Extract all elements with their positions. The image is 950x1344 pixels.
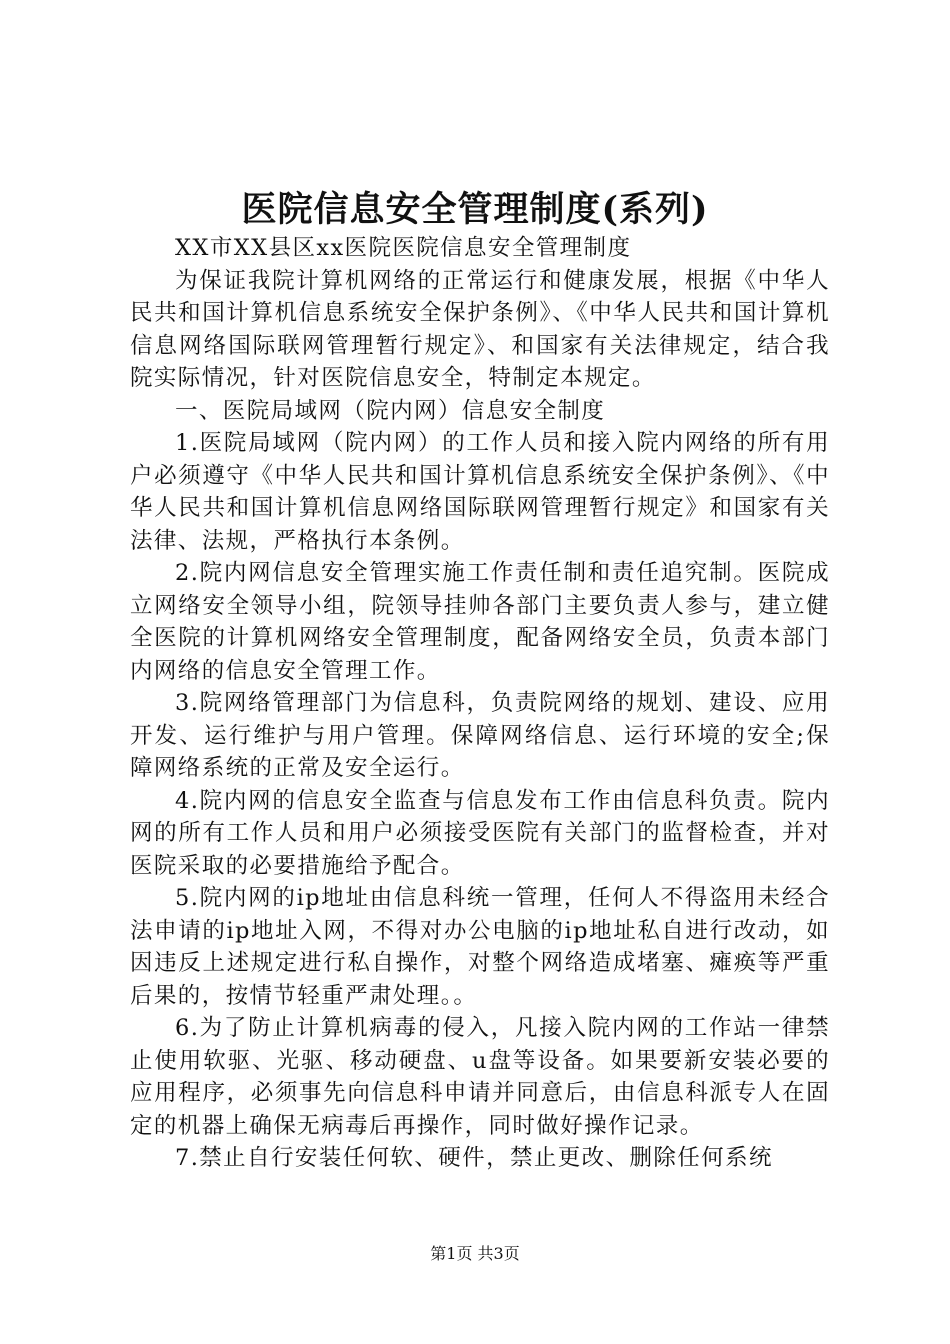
paragraph-item-1: 1.医院局域网（院内网）的工作人员和接入院内网络的所有用户必须遵守《中华人民共和国计算机信息系统安全保护条例》、《中华人民共和国计算机信息网络国际联网管理暂行规定》和国家有关法律、法规，严格执行本条例。 [130, 430, 830, 554]
document-title: 医院信息安全管理制度(系列) [241, 189, 709, 230]
paragraph-item-2: 2.院内网信息安全管理实施工作责任制和责任追究制。医院成立网络安全领导小组，院领导挂帅各部门主要负责人参与，建立健全医院的计算机网络安全管理制度，配备网络安全员，负责本部门内网络的信息安全管理工作。 [130, 560, 830, 684]
subtitle-line: XX市XX县区xx医院医院信息安全管理制度 [175, 235, 632, 261]
paragraph-item-7: 7.禁止自行安装任何软、硬件，禁止更改、删除任何系统 [175, 1145, 773, 1171]
paragraph-item-4: 4.院内网的信息安全监查与信息发布工作由信息科负责。院内网的所有工作人员和用户必须接受医院有关部门的监督检查，并对医院采取的必要措施给予配合。 [130, 787, 830, 879]
paragraph-item-3: 3.院网络管理部门为信息科，负责院网络的规划、建设、应用开发、运行维护与用户管理。保障网络信息、运行环境的安全;保障网络系统的正常及安全运行。 [130, 690, 830, 781]
paragraph-item-6: 6.为了防止计算机病毒的侵入，凡接入院内网的工作站一律禁止使用软驱、光驱、移动硬盘、u盘等设备。如果要新安装必要的应用程序，必须事先向信息科申请并同意后，由信息科派专人在固定的机器上确保无病毒后再操作，同时做好操作记录。 [130, 1015, 830, 1139]
page-number-footer: 第1页 共3页 [430, 1244, 520, 1263]
paragraph-intro: 为保证我院计算机网络的正常运行和健康发展，根据《中华人民共和国计算机信息系统安全保护条例》、《中华人民共和国计算机信息网络国际联网管理暂行规定》、和国家有关法律规定，结合我院实际情况，针对医院信息安全，特制定本规定。 [130, 267, 830, 391]
paragraph-item-5: 5.院内网的ip地址由信息科统一管理，任何人不得盗用未经合法申请的ip地址入网，不得对办公电脑的ip地址私自进行改动，如因违反上述规定进行私自操作，对整个网络造成堵塞、瘫痪等严重后果的，按情节轻重严肃处理。。 [130, 885, 830, 1009]
section-heading-1: 一、医院局域网（院内网）信息安全制度 [175, 397, 606, 424]
document-body [130, 232, 830, 1175]
